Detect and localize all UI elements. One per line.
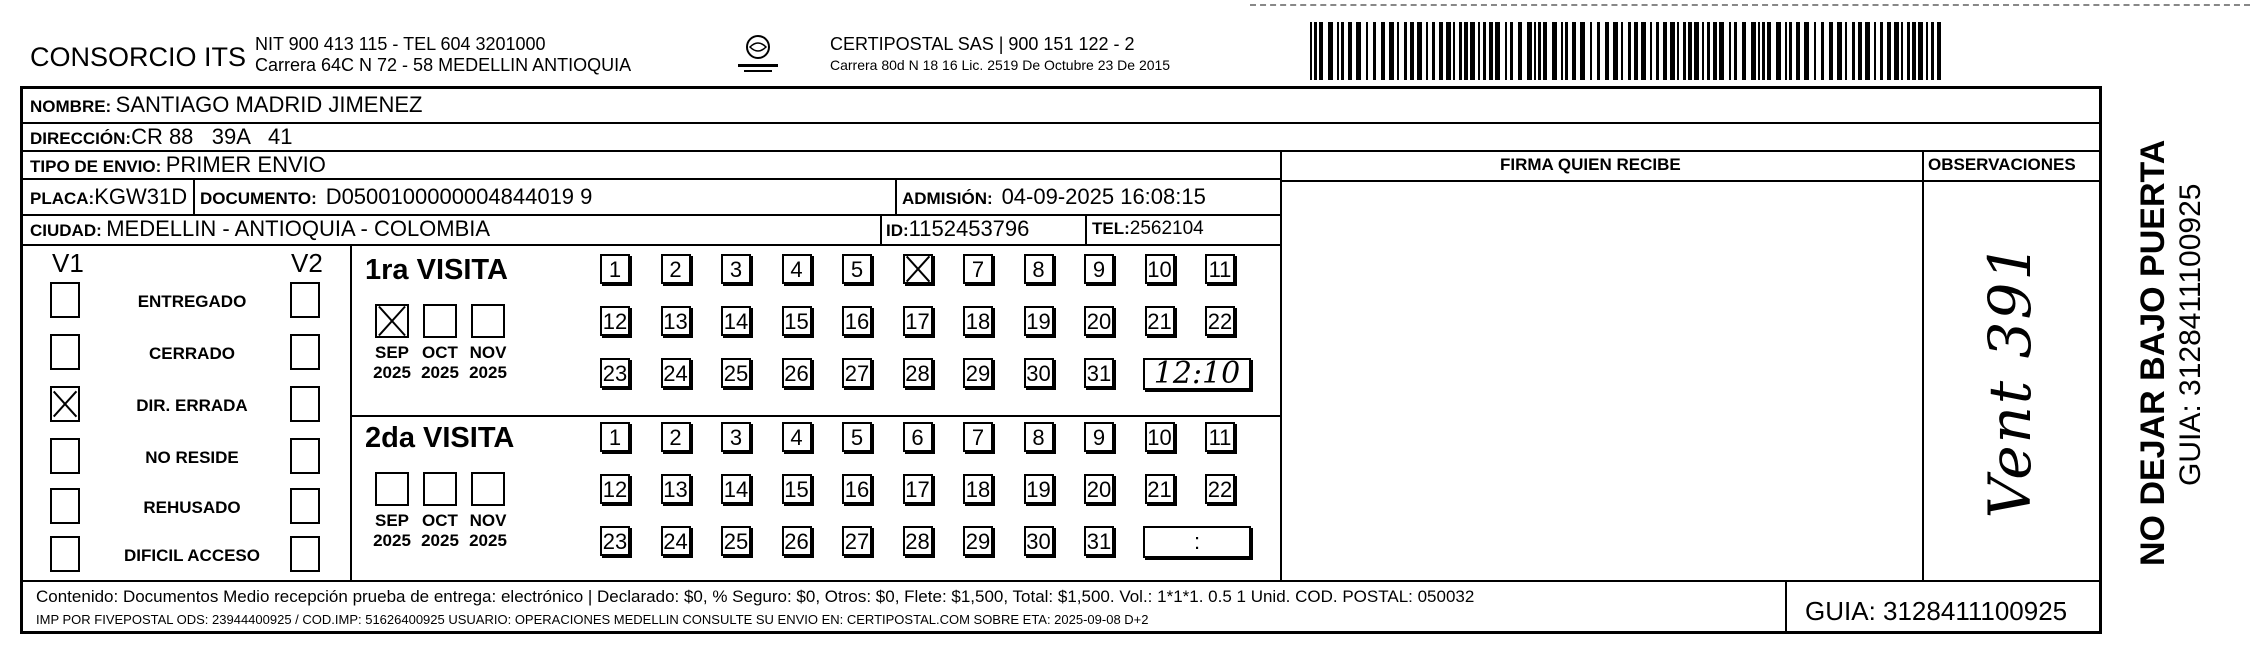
- day-box[interactable]: 22: [1205, 306, 1235, 336]
- day-box[interactable]: 16: [842, 474, 872, 504]
- company-name: CONSORCIO ITS: [30, 42, 247, 72]
- v1-checkbox[interactable]: [50, 536, 80, 572]
- month-checkbox[interactable]: [375, 304, 409, 338]
- time-box[interactable]: :: [1143, 526, 1251, 558]
- day-box[interactable]: 30: [1024, 526, 1054, 556]
- day-box[interactable]: 17: [903, 474, 933, 504]
- nit-line: NIT 900 413 115 - TEL 604 3201000: [255, 34, 546, 54]
- day-box[interactable]: 26: [782, 526, 812, 556]
- side-guia: GUIA: 3128411100925: [2174, 183, 2207, 486]
- carrier-address: Carrera 80d N 18 16 Lic. 2519 De Octubre 23 De 2015: [830, 57, 1171, 73]
- day-box[interactable]: 29: [963, 526, 993, 556]
- v2-checkbox[interactable]: [290, 282, 320, 318]
- month-year: 2025: [421, 531, 459, 550]
- day-box[interactable]: 19: [1024, 306, 1054, 336]
- visit1-title: 1ra VISITA: [365, 254, 508, 286]
- day-box[interactable]: 16: [842, 306, 872, 336]
- col-line: [1085, 214, 1087, 244]
- status-label: DIFICIL ACCESO: [123, 546, 260, 565]
- documento-row: [200, 184, 592, 210]
- id-label: ID:: [886, 221, 909, 240]
- status-label: DIR. ERRADA: [136, 396, 248, 415]
- row-line: [1280, 180, 2102, 182]
- month-name: OCT: [422, 343, 458, 362]
- documento-value: D0500100000004844019 9: [325, 184, 593, 209]
- day-box[interactable]: 30: [1024, 358, 1054, 388]
- tipo-value: PRIMER ENVIO: [165, 152, 326, 177]
- admision-row: [902, 184, 1206, 210]
- v1-checkbox[interactable]: [50, 282, 80, 318]
- ciudad-label: CIUDAD:: [30, 221, 102, 240]
- company-address: Carrera 64C N 72 - 58 MEDELLIN ANTIOQUIA: [255, 55, 632, 75]
- day-box[interactable]: 23: [600, 358, 630, 388]
- placa-label: PLACA:: [30, 189, 95, 208]
- month-checkbox[interactable]: [471, 472, 505, 506]
- col-line: [193, 178, 195, 214]
- day-box[interactable]: 27: [842, 526, 872, 556]
- day-box[interactable]: 28: [903, 358, 933, 388]
- status-label: NO RESIDE: [145, 448, 239, 467]
- col-line: [1280, 150, 1282, 580]
- day-box[interactable]: [903, 254, 933, 284]
- v1-label: V1: [52, 248, 84, 278]
- month-checkbox[interactable]: [423, 304, 457, 338]
- v1-checkbox[interactable]: [50, 386, 80, 422]
- month-checkbox[interactable]: [375, 472, 409, 506]
- month-name: NOV: [469, 511, 507, 530]
- day-box[interactable]: 21: [1145, 306, 1175, 336]
- guia-box: GUIA: 3128411100925: [1805, 596, 2068, 626]
- month-name: NOV: [469, 343, 507, 362]
- tel-row: [1092, 218, 1204, 240]
- nombre-value: SANTIAGO MADRID JIMENEZ: [115, 92, 423, 117]
- day-box[interactable]: 21: [1145, 474, 1175, 504]
- firma-label: FIRMA QUIEN RECIBE: [1500, 155, 1681, 174]
- month-year: 2025: [421, 363, 459, 382]
- day-box[interactable]: 23: [600, 526, 630, 556]
- month-checkbox[interactable]: [423, 472, 457, 506]
- month-label: [413, 511, 467, 551]
- day-box[interactable]: 7: [963, 254, 993, 284]
- day-box[interactable]: 10: [1145, 422, 1175, 452]
- tel-label: TEL:: [1092, 219, 1130, 238]
- status-label: REHUSADO: [143, 498, 241, 517]
- v1-checkbox[interactable]: [50, 438, 80, 474]
- day-box[interactable]: 5: [842, 422, 872, 452]
- ciudad-row: [30, 216, 490, 242]
- barcode: [1310, 22, 1950, 80]
- id-row: [886, 216, 1029, 242]
- main-frame: [20, 86, 2102, 634]
- no-dejar-warning: NO DEJAR BAJO PUERTA: [2134, 139, 2172, 566]
- day-box[interactable]: 4: [782, 422, 812, 452]
- day-box[interactable]: 24: [661, 358, 691, 388]
- observaciones-label: OBSERVACIONES: [1928, 155, 2076, 174]
- v2-checkbox[interactable]: [290, 536, 320, 572]
- row-line: [20, 244, 1280, 246]
- handwritten-text: Vent 391: [1976, 241, 2044, 519]
- day-box[interactable]: 18: [963, 306, 993, 336]
- ciudad-value: MEDELLIN - ANTIOQUIA - COLOMBIA: [106, 216, 491, 241]
- direccion-label: DIRECCIÓN:: [30, 129, 132, 148]
- status-label: CERRADO: [149, 344, 235, 363]
- col-line: [880, 214, 882, 244]
- day-box[interactable]: 15: [782, 474, 812, 504]
- day-box[interactable]: 3: [721, 422, 751, 452]
- carrier-line: CERTIPOSTAL SAS | 900 151 122 - 2: [830, 34, 1135, 54]
- day-box[interactable]: 18: [963, 474, 993, 504]
- day-box[interactable]: 4: [782, 254, 812, 284]
- month-name: SEP: [374, 343, 410, 362]
- day-box[interactable]: 9: [1084, 422, 1114, 452]
- admision-value: 04-09-2025 16:08:15: [1001, 184, 1206, 209]
- day-box[interactable]: 13: [661, 306, 691, 336]
- day-box[interactable]: 31: [1084, 358, 1114, 388]
- day-box[interactable]: 11: [1205, 422, 1235, 452]
- day-box[interactable]: 20: [1084, 306, 1114, 336]
- day-box[interactable]: 24: [661, 526, 691, 556]
- col-line: [895, 178, 897, 214]
- v2-checkbox[interactable]: [290, 438, 320, 474]
- placa-row: [30, 184, 187, 210]
- admision-label: ADMISIÓN:: [902, 189, 993, 208]
- day-box[interactable]: 13: [661, 474, 691, 504]
- day-box[interactable]: 15: [782, 306, 812, 336]
- day-box[interactable]: 14: [721, 474, 751, 504]
- month-label: [461, 511, 515, 551]
- row-line: [350, 415, 1280, 417]
- visit2-title: 2da VISITA: [365, 422, 515, 454]
- day-box[interactable]: 2: [661, 422, 691, 452]
- day-box[interactable]: 1: [600, 254, 630, 284]
- day-box[interactable]: 6: [903, 422, 933, 452]
- day-box[interactable]: 1: [600, 422, 630, 452]
- col-line: [1785, 580, 1787, 634]
- month-year: 2025: [373, 363, 411, 382]
- day-box[interactable]: 12: [600, 306, 630, 336]
- top-dashes: [1250, 4, 2250, 9]
- day-box[interactable]: 29: [963, 358, 993, 388]
- month-name: SEP: [374, 511, 410, 530]
- content-line: Contenido: Documentos Medio recepción prueba de entrega: electrónico | Declarado: $0, % Seguro: $0, Otros: $0, Flete: $1,500, Total: $1,500. Vol.: 1*1*1. 0.5 1 Unid. COD. POSTAL: 050032: [36, 587, 1475, 606]
- v2-checkbox[interactable]: [290, 386, 320, 422]
- day-box[interactable]: 8: [1024, 254, 1054, 284]
- day-box[interactable]: 28: [903, 526, 933, 556]
- documento-label: DOCUMENTO:: [200, 189, 317, 208]
- side-panel: [2104, 86, 2254, 634]
- month-name: OCT: [422, 511, 458, 530]
- day-box[interactable]: 19: [1024, 474, 1054, 504]
- placa-value: KGW31D: [94, 184, 188, 209]
- month-label: [365, 343, 419, 383]
- day-box[interactable]: 11: [1205, 254, 1235, 284]
- imp-line: IMP POR FIVEPOSTAL ODS: 23944400925 / COD.IMP: 51626400925 USUARIO: OPERACIONES MEDELLIN CONSULTE SU ENVIO EN: CERTIPOSTAL.COM SOBRE ETA: 2025-09-08 D+2: [36, 612, 1149, 627]
- month-label: [413, 343, 467, 383]
- status-label: ENTREGADO: [137, 292, 247, 311]
- direccion-row: [30, 124, 293, 150]
- tipo-row: [30, 152, 326, 178]
- month-year: 2025: [373, 531, 411, 550]
- day-box[interactable]: 25: [721, 526, 751, 556]
- day-box[interactable]: 7: [963, 422, 993, 452]
- day-box[interactable]: 27: [842, 358, 872, 388]
- time-box[interactable]: 12:10: [1143, 358, 1251, 390]
- day-box[interactable]: 14: [721, 306, 751, 336]
- v2-checkbox[interactable]: [290, 488, 320, 524]
- tipo-label: TIPO DE ENVIO:: [30, 157, 162, 176]
- month-label: [461, 343, 515, 383]
- day-box[interactable]: 26: [782, 358, 812, 388]
- nombre-row: [30, 92, 422, 118]
- direccion-value: CR 88 39A 41: [131, 124, 293, 149]
- v2-checkbox[interactable]: [290, 334, 320, 370]
- day-box[interactable]: 20: [1084, 474, 1114, 504]
- day-box[interactable]: 10: [1145, 254, 1175, 284]
- day-box[interactable]: 8: [1024, 422, 1054, 452]
- day-box[interactable]: 31: [1084, 526, 1114, 556]
- row-line: [20, 150, 2102, 152]
- row-line: [20, 122, 2102, 124]
- id-value: 1152453796: [908, 216, 1030, 241]
- v1-checkbox[interactable]: [50, 488, 80, 524]
- day-box[interactable]: 9: [1084, 254, 1114, 284]
- day-box[interactable]: 22: [1205, 474, 1235, 504]
- day-box[interactable]: 3: [721, 254, 751, 284]
- day-box[interactable]: 2: [661, 254, 691, 284]
- v1-checkbox[interactable]: [50, 334, 80, 370]
- day-box[interactable]: 25: [721, 358, 751, 388]
- row-line: [20, 178, 1280, 180]
- day-box[interactable]: 17: [903, 306, 933, 336]
- day-box[interactable]: 5: [842, 254, 872, 284]
- handwritten-observation: [1920, 230, 2100, 530]
- nombre-label: NOMBRE:: [30, 97, 112, 116]
- v2-label: V2: [291, 248, 323, 278]
- month-label: [365, 511, 419, 551]
- certipostal-logo: [730, 32, 786, 78]
- col-line: [350, 244, 352, 580]
- month-year: 2025: [469, 363, 507, 382]
- row-line: [20, 580, 2102, 582]
- month-year: 2025: [469, 531, 507, 550]
- day-box[interactable]: 12: [600, 474, 630, 504]
- tel-value: 2562104: [1129, 218, 1204, 239]
- month-checkbox[interactable]: [471, 304, 505, 338]
